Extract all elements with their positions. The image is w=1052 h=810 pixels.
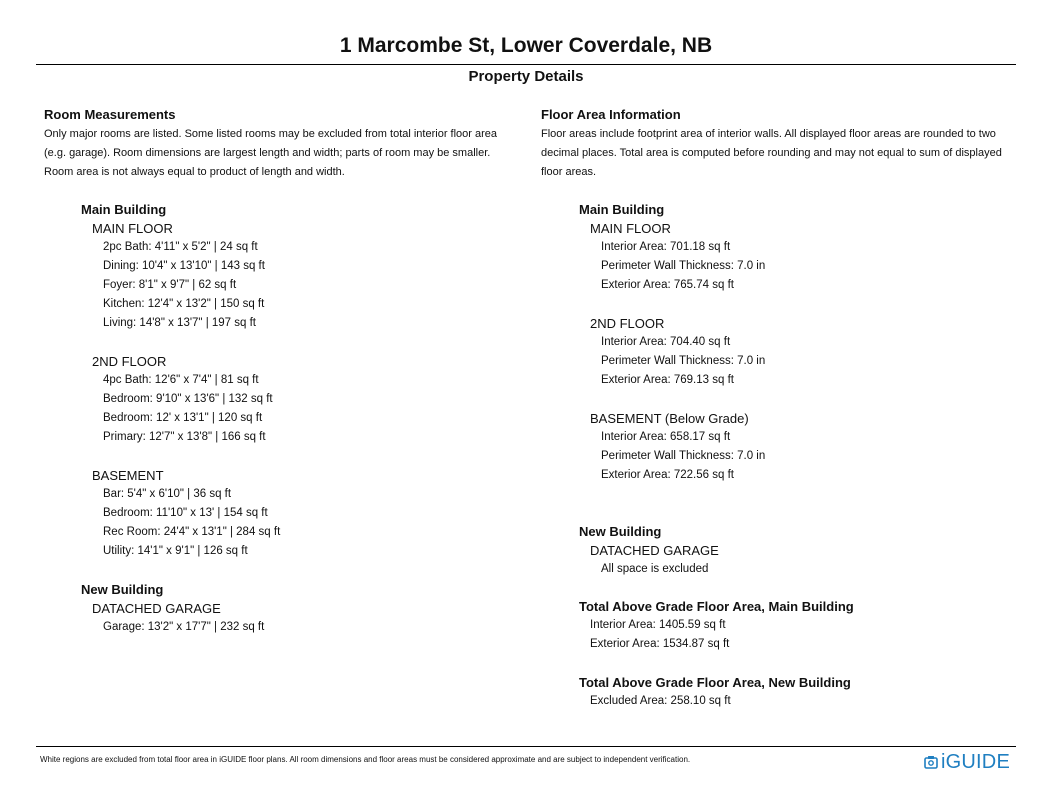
building-title: New Building <box>579 524 662 539</box>
total-item: Exterior Area: 1534.87 sq ft <box>590 638 730 650</box>
area-item: Interior Area: 704.40 sq ft <box>601 336 731 348</box>
left-main-building <box>81 200 280 637</box>
area-item: Perimeter Wall Thickness: 7.0 in <box>601 450 766 462</box>
note-line: decimal places. Total area is computed before rounding and may not equal to sum of displayed <box>541 147 1002 159</box>
area-item: Exterior Area: 769.13 sq ft <box>601 374 734 386</box>
note-line: Only major rooms are listed. Some listed rooms may be excluded from total interior floor area <box>44 128 498 140</box>
note-line: Room area is not always equal to product of length and width. <box>44 166 345 178</box>
room-item: Kitchen: 12'4" x 13'2" | 150 sq ft <box>103 298 265 310</box>
page-subtitle: Property Details <box>468 68 584 85</box>
area-item: Exterior Area: 765.74 sq ft <box>601 279 734 291</box>
room-item: Bedroom: 9'10" x 13'6" | 132 sq ft <box>103 393 273 405</box>
note-line: (e.g. garage). Room dimensions are largest length and width; parts of room may be smaller. <box>44 147 491 159</box>
total-new-building <box>579 673 851 711</box>
area-item: Exterior Area: 722.56 sq ft <box>601 469 734 481</box>
area-item: Perimeter Wall Thickness: 7.0 in <box>601 260 766 272</box>
page-title: 1 Marcombe St, Lower Coverdale, NB <box>339 34 713 57</box>
area-item: Perimeter Wall Thickness: 7.0 in <box>601 355 766 367</box>
iguide-logo-icon <box>924 755 938 769</box>
title-divider <box>36 64 1016 65</box>
floor-label: DATACHED GARAGE <box>590 543 719 558</box>
footer-disclaimer: White regions are excluded from total floor area in iGUIDE floor plans. All room dimensions and floor areas must be considered approximate and are subject to independent verification. <box>40 755 691 764</box>
floor-label: MAIN FLOOR <box>92 221 173 236</box>
floor-label: 2ND FLOOR <box>590 316 665 331</box>
area-item: Interior Area: 701.18 sq ft <box>601 241 731 253</box>
section-note <box>44 125 519 182</box>
room-item: Bar: 5'4" x 6'10" | 36 sq ft <box>103 488 232 500</box>
floor-label: MAIN FLOOR <box>590 221 671 236</box>
iguide-logo <box>924 750 1010 774</box>
building-title: Main Building <box>81 202 167 217</box>
total-title: Total Above Grade Floor Area, New Building <box>579 675 851 690</box>
room-item: Primary: 12'7" x 13'8" | 166 sq ft <box>103 431 266 443</box>
right-main-building <box>579 200 765 485</box>
room-measurements-section <box>44 107 519 182</box>
section-heading: Room Measurements <box>44 107 176 122</box>
note-line: floor areas. <box>541 166 597 178</box>
room-item: 2pc Bath: 4'11" x 5'2" | 24 sq ft <box>103 241 258 253</box>
building-title: New Building <box>81 582 164 597</box>
room-item: 4pc Bath: 12'6" x 7'4" | 81 sq ft <box>103 374 259 386</box>
room-item: Dining: 10'4" x 13'10" | 143 sq ft <box>103 260 265 272</box>
floor-label: BASEMENT (Below Grade) <box>590 411 749 426</box>
floor-label: 2ND FLOOR <box>92 354 167 369</box>
room-item: Living: 14'8" x 13'7" | 197 sq ft <box>103 317 256 329</box>
total-title: Total Above Grade Floor Area, Main Building <box>579 599 854 614</box>
section-heading: Floor Area Information <box>541 107 681 122</box>
floor-area-section <box>541 107 1021 182</box>
room-item: Rec Room: 24'4" x 13'1" | 284 sq ft <box>103 526 281 538</box>
area-item: Interior Area: 658.17 sq ft <box>601 431 731 443</box>
total-item: Interior Area: 1405.59 sq ft <box>590 619 726 631</box>
section-note <box>541 125 1021 182</box>
room-item: Garage: 13'2" x 17'7" | 232 sq ft <box>103 621 265 633</box>
floor-label: BASEMENT <box>92 468 164 483</box>
total-item: Excluded Area: 258.10 sq ft <box>590 695 731 707</box>
area-item: All space is excluded <box>601 563 709 575</box>
room-item: Foyer: 8'1" x 9'7" | 62 sq ft <box>103 279 237 291</box>
room-item: Bedroom: 11'10" x 13' | 154 sq ft <box>103 507 268 519</box>
building-title: Main Building <box>579 202 665 217</box>
floor-label: DATACHED GARAGE <box>92 601 221 616</box>
logo-text: iGUIDE <box>941 750 1010 773</box>
footer-divider <box>36 746 1016 747</box>
right-new-building <box>579 522 719 579</box>
room-item: Utility: 14'1" x 9'1" | 126 sq ft <box>103 545 248 557</box>
total-main-building <box>579 597 854 654</box>
room-item: Bedroom: 12' x 13'1" | 120 sq ft <box>103 412 263 424</box>
note-line: Floor areas include footprint area of interior walls. All displayed floor areas are rounded to two <box>541 128 996 140</box>
